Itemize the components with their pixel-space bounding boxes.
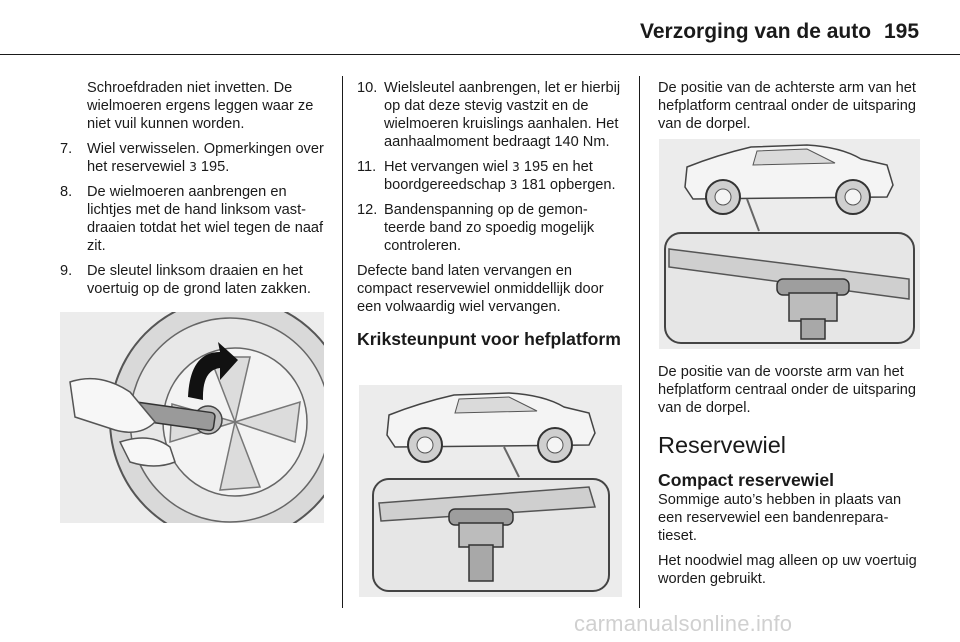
defect-tyre-paragraph: Defecte band laten vervangen en compact reservewiel onmiddellijk door een volwaardig wiel vervangen. <box>357 263 604 315</box>
step-number: 8. <box>60 184 73 200</box>
step-9 <box>60 262 326 298</box>
column-divider <box>342 76 343 608</box>
compact-spare-paragraph: Sommige auto’s hebben in plaats van een reservewiel een bandenreparatieset. <box>658 492 902 544</box>
continued-step-text: Schroefdraden niet invetten. De wielmoeren ergens leggen waar ze niet vuil kunnen worden. <box>87 80 314 132</box>
step-8 <box>60 183 326 255</box>
page-header-title: Verzorging van de auto <box>640 20 872 43</box>
step-11 <box>357 158 623 194</box>
watermark: carmanualsonline.info <box>574 611 793 636</box>
page-ref-arrow-icon: 3 <box>509 178 518 192</box>
step-number: 7. <box>60 141 73 157</box>
step-number: 10. <box>357 80 378 96</box>
page-number: 195 <box>884 20 920 43</box>
step-12 <box>357 201 623 255</box>
step-text: Wiel verwisselen. Opmerkingen over het reservewiel <box>87 141 324 175</box>
front-lift-point-illustration <box>659 139 920 349</box>
emergency-wheel-paragraph: Het noodwiel mag alleen op uw voertuig worden gebruikt. <box>658 553 917 587</box>
column-3-lower <box>658 363 922 595</box>
page-ref-arrow-icon: 3 <box>512 160 520 174</box>
step-number: 12. <box>357 202 378 218</box>
step-text: De sleutel linksom draaien en het voertuig op de grond laten zakken. <box>87 263 311 297</box>
step-text: 181 opbergen. <box>517 177 616 193</box>
rear-lift-point-illustration <box>359 385 622 597</box>
front-lift-point-drawing <box>659 139 920 349</box>
jack-point-heading: Kriksteunpunt voor hefplatform <box>357 329 621 349</box>
step-10 <box>357 79 623 151</box>
header-rule <box>0 54 960 55</box>
step-text: De wielmoeren aanbrengen en lichtjes met de hand linksom vastdraaien totdat het wiel tegen de naaf zit. <box>87 184 324 254</box>
wheel-wrench-drawing <box>60 312 324 523</box>
step-number: 11. <box>357 159 377 175</box>
step-text: Het vervangen wiel <box>384 159 513 175</box>
step-7 <box>60 140 326 176</box>
compact-spare-heading: Compact reservewiel <box>658 470 835 490</box>
front-arm-paragraph: De positie van de voorste arm van het hefplatform centraal onder de uitsparing van de dorpel. <box>658 364 916 416</box>
column-2 <box>357 79 623 350</box>
step-text: Bandenspanning op de gemonteerde band zo spoedig mogelijk controleren. <box>384 202 595 254</box>
column-1 <box>60 79 326 305</box>
column-divider <box>639 76 640 608</box>
page-ref-arrow-icon: 3 <box>189 160 197 174</box>
step-text: Wielsleutel aanbrengen, let er hierbij op dat deze stevig vastzit en de wielmoeren kruislings aanhalen. Het aanhaalmoment bedraagt 140 Nm. <box>384 80 621 150</box>
spare-wheel-heading: Reservewiel <box>658 432 786 458</box>
step-text: 195. <box>196 159 230 175</box>
step-number: 9. <box>60 263 73 279</box>
rear-lift-point-drawing <box>359 385 622 597</box>
column-3 <box>658 79 922 140</box>
step-text: 195 en het boordgereedschap <box>384 159 593 193</box>
rear-arm-paragraph: De positie van de achterste arm van het hefplatform centraal onder de uitsparing van de dorpel. <box>658 80 916 132</box>
wheel-nut-illustration <box>60 312 324 523</box>
